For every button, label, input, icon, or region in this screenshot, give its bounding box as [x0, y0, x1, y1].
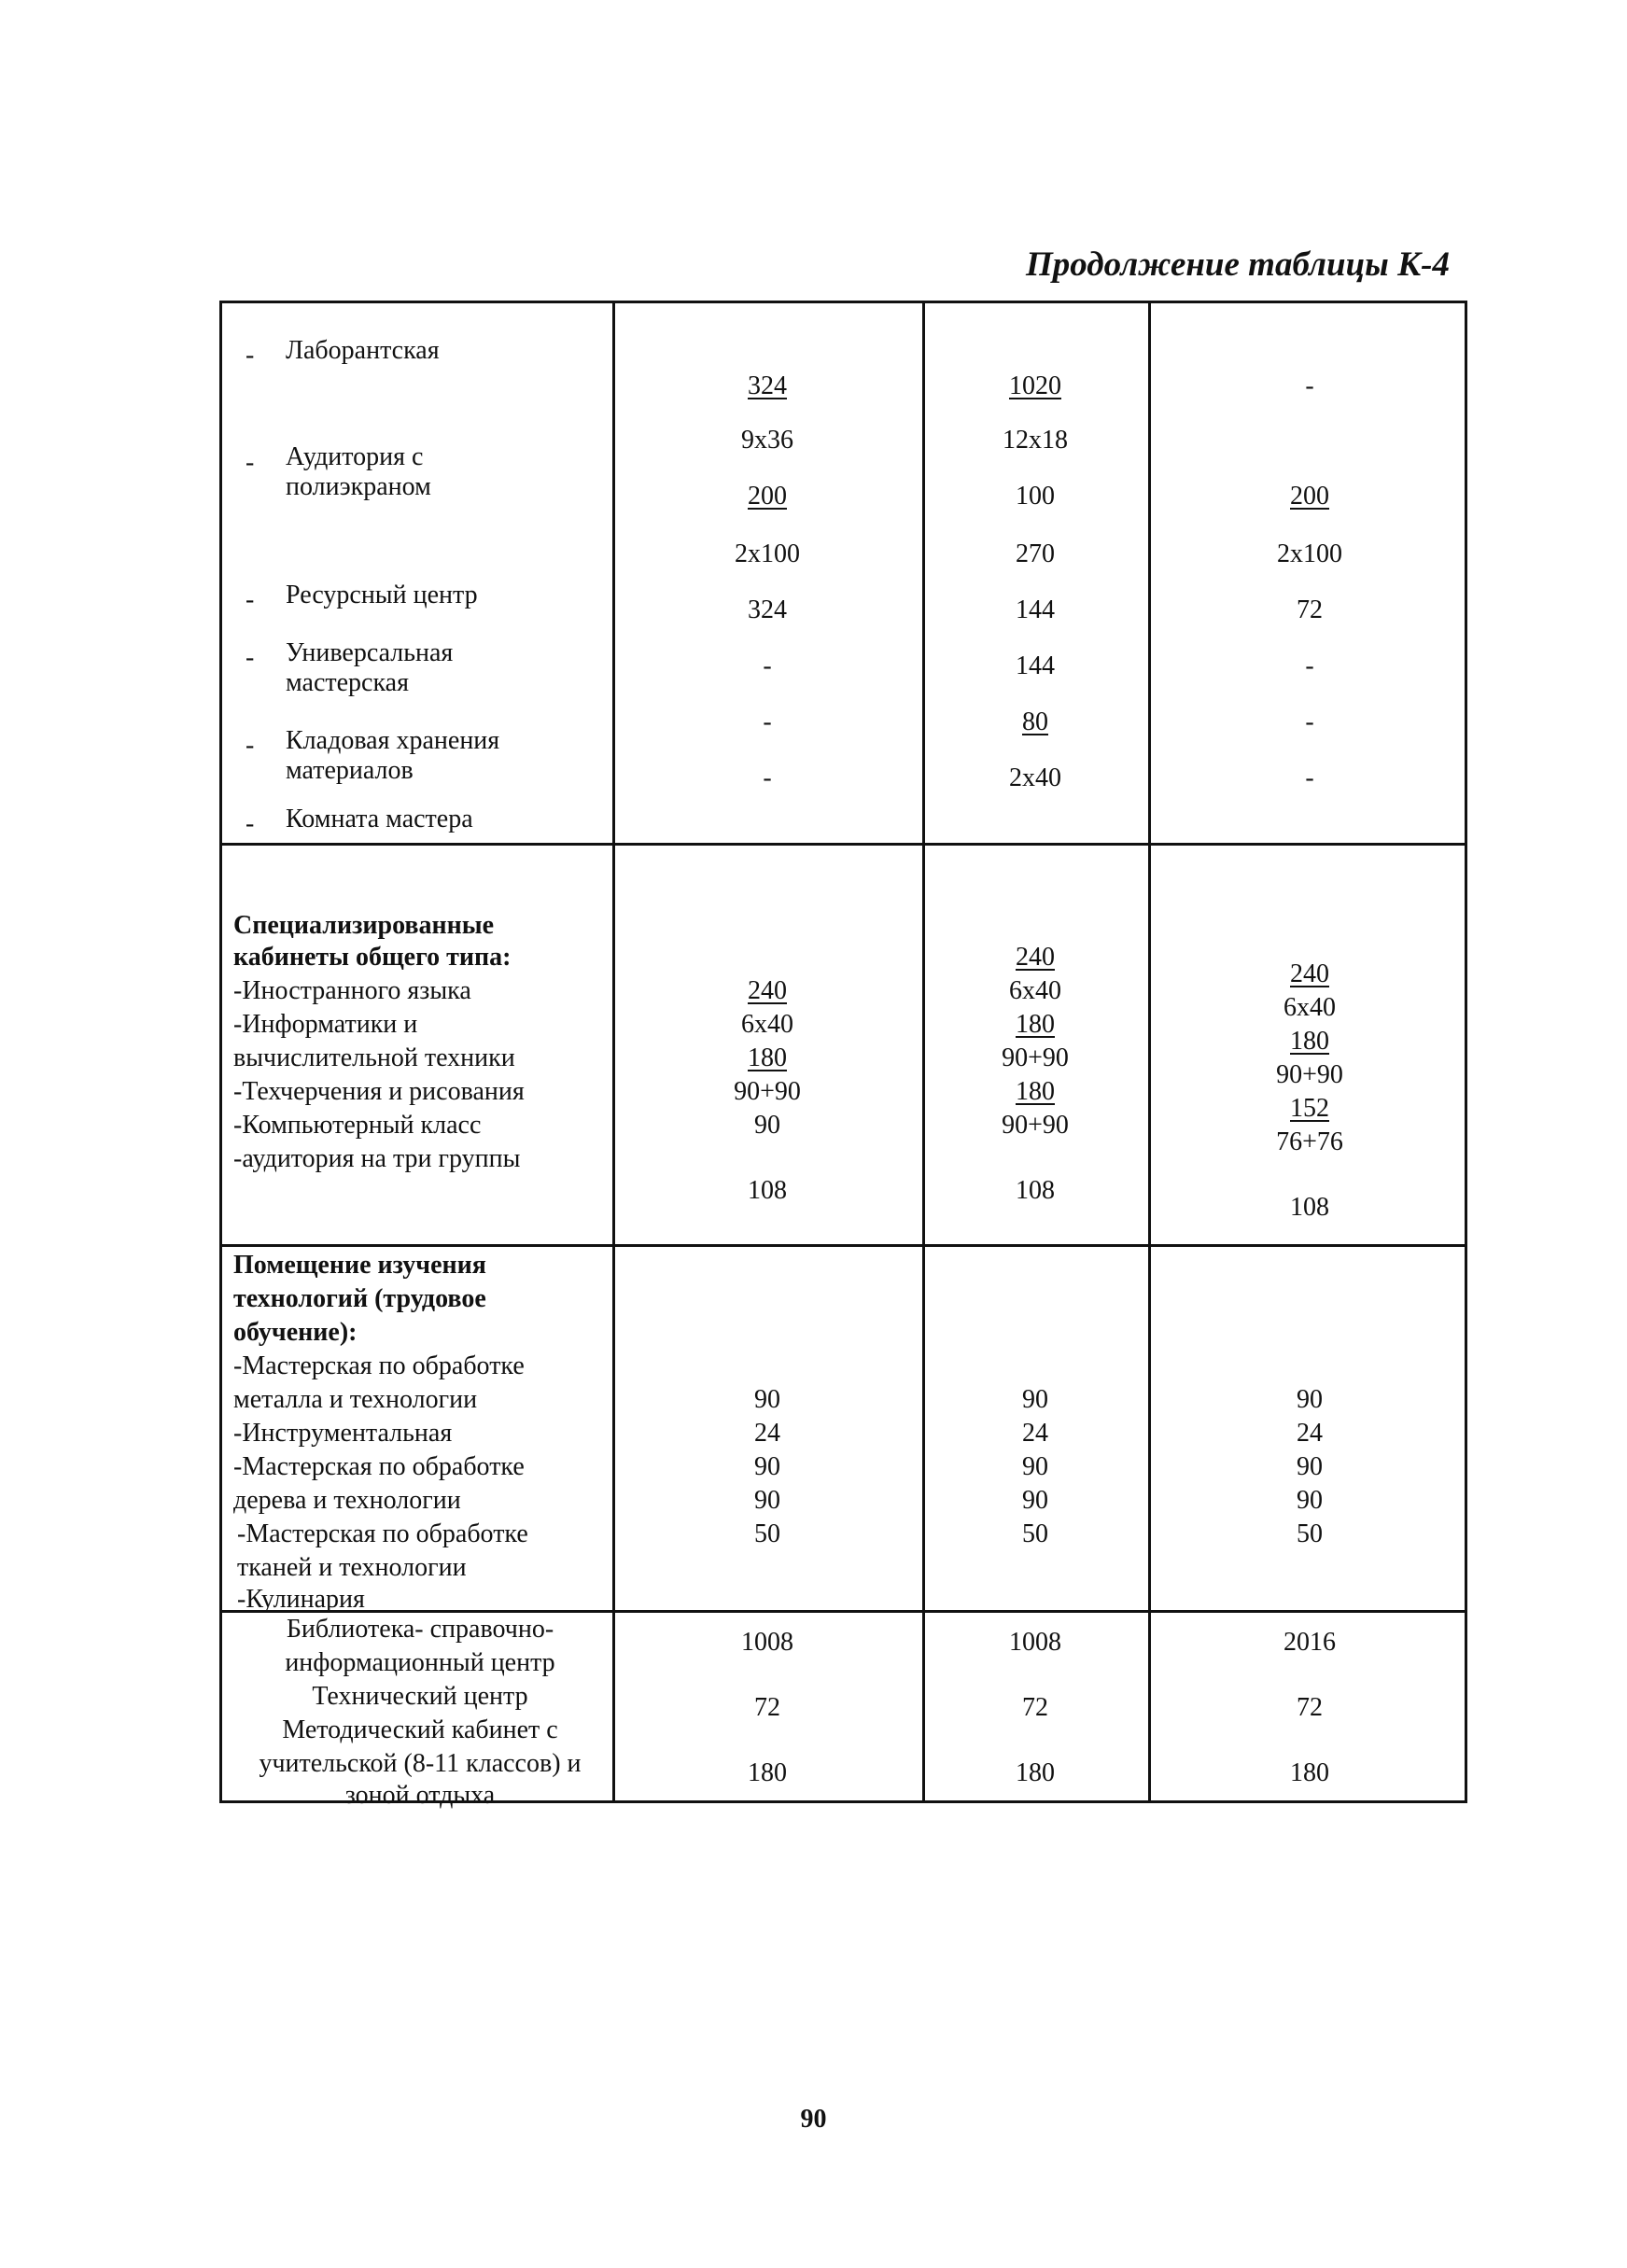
page-number: 90: [800, 2105, 827, 2134]
table-cell: 90: [1297, 1385, 1323, 1414]
table-cell: -: [1305, 763, 1314, 792]
table-cell: 90: [1022, 1385, 1048, 1414]
table-cell: 90: [1022, 1452, 1048, 1481]
row-label: Кладовая хранения: [286, 726, 500, 755]
table-cell: 50: [1297, 1519, 1323, 1548]
row-divider: [222, 843, 1465, 846]
section-heading: Специализированные: [233, 911, 495, 940]
table-cell: 2x100: [1277, 539, 1342, 568]
table-cell: 180: [748, 1043, 787, 1072]
row-label: мастерская: [286, 668, 409, 697]
table-cell: 90: [1297, 1486, 1323, 1515]
table-cell: 50: [1022, 1519, 1048, 1548]
table-cell: 1008: [1009, 1628, 1061, 1657]
table-cell: 24: [1297, 1419, 1323, 1448]
bullet-dash: -: [245, 731, 255, 760]
section-heading: обучение):: [233, 1318, 358, 1347]
row-label: -Мастерская по обработке: [237, 1519, 528, 1548]
row-label: -аудитория на три группы: [233, 1144, 521, 1173]
row-label: металла и технологии: [233, 1385, 478, 1414]
row-label: дерева и технологии: [233, 1486, 461, 1515]
table-cell: 90: [1022, 1486, 1048, 1515]
table-cell: 1020: [1009, 371, 1061, 400]
row-label: материалов: [286, 756, 414, 785]
row-label: -Мастерская по обработке: [233, 1452, 525, 1481]
table-cell: 72: [1297, 1693, 1323, 1722]
table-cell: 108: [748, 1176, 787, 1205]
table-cell: 90+90: [1002, 1043, 1069, 1072]
table-cell: 72: [1022, 1693, 1048, 1722]
row-divider: [222, 1244, 1465, 1247]
table-cell: 180: [1016, 1758, 1055, 1787]
table-cell: -: [1305, 371, 1314, 400]
table-caption: Продолжение таблицы К-4: [1026, 245, 1450, 284]
table-cell: 324: [748, 595, 787, 624]
table-cell: 6x40: [1009, 976, 1061, 1005]
table-cell: 144: [1016, 651, 1055, 680]
row-divider: [222, 1610, 1465, 1613]
row-label: вычислительной техники: [233, 1043, 515, 1072]
table-cell: 6x40: [741, 1010, 793, 1039]
table-cell: 108: [1016, 1176, 1055, 1205]
table-cell: 108: [1290, 1193, 1329, 1222]
table-cell: 144: [1016, 595, 1055, 624]
row-label: Комната мастера: [286, 805, 473, 833]
row-label: -Мастерская по обработке: [233, 1351, 525, 1380]
table-cell: 180: [748, 1758, 787, 1787]
table-cell: 90: [754, 1486, 780, 1515]
table-cell: 24: [754, 1419, 780, 1448]
table-cell: 6x40: [1283, 993, 1336, 1022]
section-heading: кабинеты общего типа:: [233, 943, 512, 972]
table-cell: 2x40: [1009, 763, 1061, 792]
table-cell: -: [1305, 651, 1314, 680]
row-label: -Кулинария: [237, 1585, 365, 1614]
bullet-dash: -: [245, 643, 255, 672]
data-table: [219, 301, 1467, 1810]
table-cell: 100: [1016, 482, 1055, 511]
table-cell: -: [1305, 707, 1314, 736]
table-cell: 90: [754, 1385, 780, 1414]
table-cell: 50: [754, 1519, 780, 1548]
column-divider: [612, 303, 615, 1800]
table-cell: 240: [748, 976, 787, 1005]
table-cell: 72: [754, 1693, 780, 1722]
table-cell: 9x36: [741, 426, 793, 455]
section-heading: Помещение изучения: [233, 1251, 486, 1280]
table-cell: 2x100: [735, 539, 800, 568]
table-cell: 76+76: [1276, 1127, 1343, 1156]
table-cell: 180: [1016, 1077, 1055, 1106]
table-cell: 240: [1290, 959, 1329, 988]
table-cell: 80: [1022, 707, 1048, 736]
row-label: зоной отдыха: [344, 1781, 496, 1810]
table-cell: 72: [1297, 595, 1323, 624]
table-cell: 90+90: [1002, 1111, 1069, 1140]
table-cell: 180: [1290, 1758, 1329, 1787]
table-cell: 180: [1016, 1010, 1055, 1039]
row-label: учительской (8-11 классов) и: [259, 1749, 582, 1778]
row-label: -Инструментальная: [233, 1419, 453, 1448]
table-cell: 90: [754, 1111, 780, 1140]
table-cell: 152: [1290, 1094, 1329, 1123]
row-label: тканей и технологии: [237, 1553, 467, 1582]
table-cell: 2016: [1283, 1628, 1336, 1657]
row-label: Лаборантская: [286, 336, 440, 365]
table-cell: 24: [1022, 1419, 1048, 1448]
table-cell: 1008: [741, 1628, 793, 1657]
row-label: Универсальная: [286, 638, 454, 667]
table-cell: 90: [754, 1452, 780, 1481]
table-cell: 90: [1297, 1452, 1323, 1481]
bullet-dash: -: [245, 585, 255, 614]
bullet-dash: -: [245, 448, 255, 477]
table-cell: 270: [1016, 539, 1055, 568]
row-label: Ресурсный центр: [286, 581, 478, 609]
bullet-dash: -: [245, 809, 255, 838]
table-cell: 90+90: [734, 1077, 801, 1106]
section-heading: технологий (трудовое: [233, 1284, 486, 1313]
table-cell: 12x18: [1003, 426, 1068, 455]
table-cell: 200: [1290, 482, 1329, 511]
row-label: информационный центр: [285, 1648, 555, 1677]
row-label: Библиотека- справочно-: [286, 1615, 554, 1644]
table-cell: 324: [748, 371, 787, 400]
table-cell: -: [763, 651, 772, 680]
column-divider: [1148, 303, 1151, 1800]
row-label: полиэкраном: [286, 472, 431, 501]
table-cell: 180: [1290, 1027, 1329, 1056]
table-cell: 200: [748, 482, 787, 511]
row-label: -Техчерчения и рисования: [233, 1077, 525, 1106]
table-cell: -: [763, 763, 772, 792]
table-cell: -: [763, 707, 772, 736]
bullet-dash: -: [245, 341, 255, 370]
row-label: Технический центр: [312, 1682, 528, 1711]
table-cell: 240: [1016, 943, 1055, 972]
row-label: -Иностранного языка: [233, 976, 471, 1005]
row-label: -Информатики и: [233, 1010, 418, 1039]
row-label: Методический кабинет с: [282, 1715, 558, 1744]
table-cell: 90+90: [1276, 1060, 1343, 1089]
row-label: -Компьютерный класс: [233, 1111, 482, 1140]
row-label: Аудитория с: [286, 442, 424, 471]
column-divider: [922, 303, 925, 1800]
